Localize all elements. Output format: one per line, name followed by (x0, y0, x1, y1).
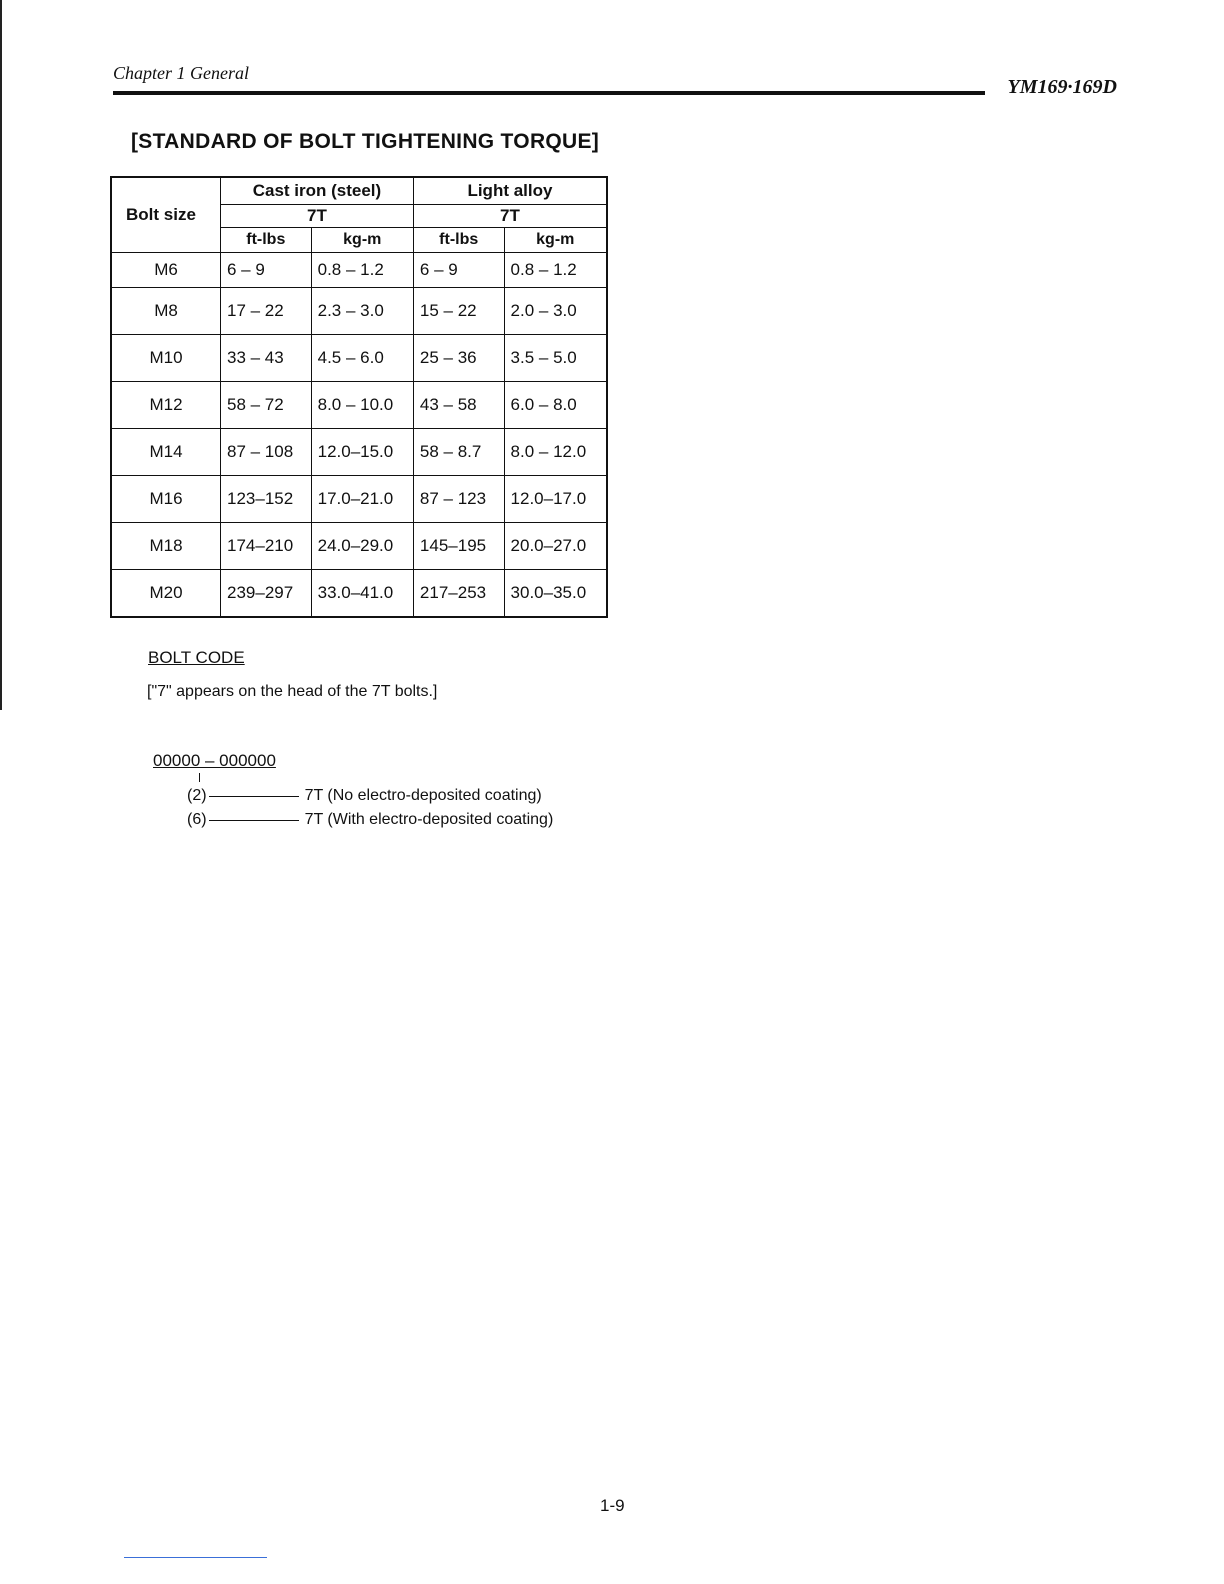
table-row (111, 335, 607, 382)
value-cell: 58 – 8.7 (413, 429, 504, 476)
value-cell: 43 – 58 (413, 382, 504, 429)
value-cell: 6 – 9 (413, 253, 504, 288)
value-cell: 2.0 – 3.0 (504, 288, 607, 335)
value-cell: 8.0 – 12.0 (504, 429, 607, 476)
bolt-size-cell: M10 (111, 335, 221, 382)
unit-header: ft-lbs (221, 228, 312, 253)
code-description: 7T (No electro-deposited coating) (304, 787, 542, 804)
value-cell: 0.8 – 1.2 (311, 253, 413, 288)
value-cell: 0.8 – 1.2 (504, 253, 607, 288)
value-cell: 25 – 36 (413, 335, 504, 382)
page-number: 1-9 (600, 1496, 625, 1515)
value-cell: 17 – 22 (221, 288, 312, 335)
value-cell: 20.0–27.0 (504, 523, 607, 570)
value-cell: 33.0–41.0 (311, 570, 413, 617)
table-row (111, 288, 607, 335)
value-cell: 87 – 123 (413, 476, 504, 523)
leader-line (209, 796, 299, 797)
bolt-code-entry (187, 787, 542, 805)
value-cell: 3.5 – 5.0 (504, 335, 607, 382)
bolt-size-cell: M16 (111, 476, 221, 523)
value-cell: 8.0 – 10.0 (311, 382, 413, 429)
value-cell: 217–253 (413, 570, 504, 617)
bolt-size-cell: M18 (111, 523, 221, 570)
value-cell: 12.0–17.0 (504, 476, 607, 523)
value-cell: 6 – 9 (221, 253, 312, 288)
bolt-code-note: ["7" appears on the head of the 7T bolts.] (147, 683, 438, 700)
bolt-code-entry (187, 811, 553, 829)
leader-line (209, 820, 299, 821)
value-cell: 2.3 – 3.0 (311, 288, 413, 335)
bolt-code-number: 00000 – 000000 (153, 751, 276, 770)
value-cell: 12.0–15.0 (311, 429, 413, 476)
cast-iron-header: Cast iron (steel) (221, 177, 414, 205)
bolt-size-header: Bolt size (111, 177, 221, 253)
table-row (111, 523, 607, 570)
bolt-size-cell: M6 (111, 253, 221, 288)
cast-iron-grade: 7T (221, 205, 414, 228)
chapter-heading: Chapter 1 General (113, 63, 249, 83)
code-value: (6) (187, 811, 207, 828)
bolt-size-cell: M12 (111, 382, 221, 429)
value-cell: 174–210 (221, 523, 312, 570)
unit-header: kg-m (504, 228, 607, 253)
code-description: 7T (With electro-deposited coating) (304, 811, 554, 828)
value-cell: 33 – 43 (221, 335, 312, 382)
table-row (111, 570, 607, 617)
unit-header: kg-m (311, 228, 413, 253)
unit-header: ft-lbs (413, 228, 504, 253)
value-cell: 58 – 72 (221, 382, 312, 429)
value-cell: 123–152 (221, 476, 312, 523)
light-alloy-header: Light alloy (413, 177, 607, 205)
page-edge-rule (0, 0, 2, 710)
light-alloy-grade: 7T (413, 205, 607, 228)
value-cell: 6.0 – 8.0 (504, 382, 607, 429)
header-divider (113, 91, 985, 95)
table-row (111, 476, 607, 523)
bolt-code-heading: BOLT CODE (148, 648, 245, 667)
footer-line (124, 1557, 267, 1558)
page-title: [STANDARD OF BOLT TIGHTENING TORQUE] (131, 130, 600, 153)
bolt-size-cell: M20 (111, 570, 221, 617)
code-pointer-tick (199, 773, 200, 782)
table-row (111, 382, 607, 429)
value-cell: 145–195 (413, 523, 504, 570)
table-row (111, 253, 607, 288)
bolt-size-cell: M8 (111, 288, 221, 335)
value-cell: 15 – 22 (413, 288, 504, 335)
model-number: YM169·169D (1007, 76, 1117, 98)
value-cell: 87 – 108 (221, 429, 312, 476)
code-value: (2) (187, 787, 207, 804)
value-cell: 17.0–21.0 (311, 476, 413, 523)
value-cell: 4.5 – 6.0 (311, 335, 413, 382)
value-cell: 239–297 (221, 570, 312, 617)
value-cell: 30.0–35.0 (504, 570, 607, 617)
table-row (111, 429, 607, 476)
value-cell: 24.0–29.0 (311, 523, 413, 570)
bolt-size-cell: M14 (111, 429, 221, 476)
torque-table (110, 176, 608, 618)
